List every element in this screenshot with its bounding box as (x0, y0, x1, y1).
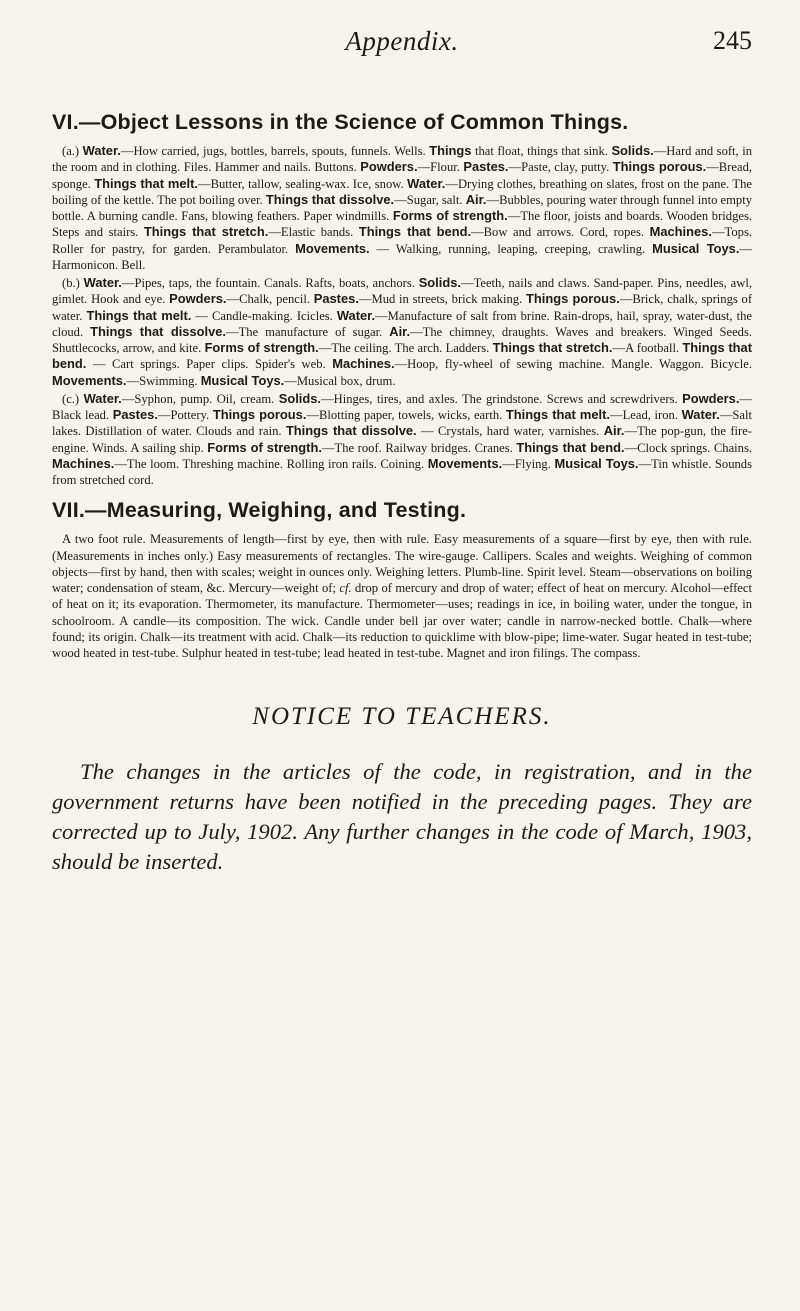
text-run: — Crystals, hard water, varnishes. (416, 424, 604, 439)
section-6-heading: VI.—Object Lessons in the Science of Common Things. (52, 110, 629, 134)
text-run: —Manufacture of salt from brine. Rain-drops, hail, spray, water-dust, the cloud. (52, 308, 752, 339)
text-run: —The loom. Threshing machine. Rolling iron rails. Coining. (114, 456, 428, 471)
text-run: —Lead, iron. (610, 408, 682, 422)
bold-topic-label: Musical Toys. (652, 240, 740, 256)
italic-text: cf. (339, 581, 352, 595)
text-run: —Bubbles, pouring water through funnel into empty bottle. A burning candle. Fans, blowing feathers. Paper windmills. (52, 192, 752, 223)
bold-topic-label: Things porous. (526, 291, 620, 307)
text-run: (a.) (62, 144, 83, 158)
bold-topic-label: Things that melt. (505, 407, 610, 422)
book-page (52, 22, 752, 877)
text-run: —The pop-gun, the fire-engine. Winds. A sailing ship. (52, 424, 752, 455)
bold-topic-label: Things that melt. (94, 175, 198, 191)
text-run: —The ceiling. The arch. Ladders. (318, 341, 493, 355)
text-run: —The roof. Railway bridges. Cranes. (321, 440, 517, 455)
bold-topic-label: Things that bend. (358, 224, 472, 240)
bold-topic-label: Powders. (682, 390, 740, 406)
bold-topic-label: Air. (389, 323, 411, 339)
bold-topic-label: Movements. (295, 240, 370, 256)
text-run: —Butter, tallow, sealing-wax. Ice, snow. (197, 176, 408, 191)
text-run: —Salt lakes. Distillation of water. Clouds and rain. (52, 408, 753, 439)
text-run: — Candle-making. Icicles. (191, 308, 337, 323)
bold-topic-label: Water. (407, 175, 446, 191)
text-run: —Brick, chalk, springs of water. (52, 292, 753, 323)
bold-topic-label: Musical Toys. (554, 455, 639, 471)
text-run: —Hoop, fly-wheel of sewing machine. Mangle. Waggon. Bicycle. (394, 357, 752, 372)
text-run: —Musical box, drum. (284, 373, 396, 388)
bold-topic-label: Air. (465, 191, 487, 207)
bold-topic-label: Solids. (611, 143, 654, 158)
bold-topic-label: Water. (336, 307, 376, 323)
text-run: —Elastic bands. (268, 225, 359, 240)
text-run: —Harmonicon. Bell. (52, 241, 753, 272)
bold-topic-label: Forms of strength. (207, 439, 322, 455)
running-head (52, 22, 752, 68)
text-run: —Pottery. (157, 408, 213, 422)
text-run: —Tin whistle. Sounds from stretched cord. (52, 456, 752, 487)
text-run: (b.) (62, 276, 84, 290)
bold-topic-label: Machines. (649, 224, 712, 240)
bold-topic-label: Water. (681, 407, 720, 422)
text-run: drop of mercury and drop of water; effect of heat on mercury. Alcohol—effect of heat on it; its evaporation. Thermometer, its manufacture. Thermometer—uses; readings in ice, in boiling water, under the tongue, in schoolroom. A candle—its composition. The wick. Candle under bell jar over water; candle in narrow-necked bottle. Chalk—where found; its origin. Chalk—its treatment with acid. Chalk—its reduction to quicklime with blow-pipe; lime-water. Sugar heated in test-tube; wood heated in test-tube. Sulphur heated in test-tube; lead heated in test-tube. Magnet and iron filings. The compass. (52, 581, 752, 660)
section-6-body (52, 143, 752, 488)
bold-topic-label: Water. (83, 275, 122, 290)
bold-topic-label: Powders. (169, 291, 227, 307)
bold-topic-label: Movements. (427, 455, 503, 471)
bold-topic-label: Things that bend. (516, 439, 625, 455)
bold-topic-label: Air. (603, 423, 625, 439)
text-run: —Flying. (502, 456, 555, 471)
text-run: (c.) (62, 391, 84, 406)
text-run: A two foot rule. Measurements of length—first by eye, then with rule. Easy measurements of a square—first by eye, then with rule. (Measurements in inches only.) Easy measurements of rectangles. The wire-gauge. Callipers. Scales and weights. Weighing of common objects—first by hand, then with scales; weight in ounces only. Weighing letters. Plumb-line. Spirit level. Steam—observations on boiling water; condensation of steam, &c. Mercury—weight of; (52, 532, 752, 595)
text-run: —Tops. Roller for pastry, for garden. Perambulator. (52, 225, 752, 256)
text-run: —Drying clothes, breathing on slates, frost on the pane. The boiling of the kettle. The pot boiling over. (52, 176, 752, 207)
text-run: —Teeth, nails and claws. Sand-paper. Pins, needles, awl, gimlet. Hook and eye. (52, 276, 752, 307)
bold-topic-label: Things that stretch. (492, 340, 613, 355)
text-run: —How carried, jugs, bottles, barrels, spouts, funnels. Wells. (120, 144, 430, 158)
text-run: —Swimming. (126, 373, 201, 388)
bold-topic-label: Forms of strength. (204, 340, 319, 355)
text-run: —Mud in streets, brick making. (358, 292, 527, 307)
text-run: —Clock springs. Chains. (624, 440, 753, 455)
text-run: —The chimney, draughts. Waves and breakers. Winged Seeds. Shuttlecocks, arrow, and kite. (52, 324, 753, 355)
bold-topic-label: Machines. (52, 455, 115, 471)
section-6-paragraph-c (52, 391, 752, 489)
notice-body: The changes in the articles of the code, in registration, and in the government returns have been notified in the preceding pages. They are corrected up to July, 1902. Any further changes in the code of March, 1903, should be inserted. (52, 759, 752, 875)
bold-topic-label: Solids. (278, 390, 321, 406)
text-run: —Bow and arrows. Cord, ropes. (471, 225, 650, 240)
bold-topic-label: Things that dissolve. (285, 423, 417, 439)
text-run: —Paste, clay, putty. (508, 160, 613, 175)
text-run: —Hard and soft, in the room and in clothing. Files. Hammer and nails. Buttons. (52, 144, 753, 175)
page-number: 245 (713, 26, 752, 55)
text-run: —Flour. (417, 160, 464, 175)
text-run: —The floor, joists and boards. Wooden bridges. Steps and stairs. (52, 209, 753, 240)
text-run: that float, things that sink. (471, 144, 612, 158)
text-run: —Pipes, taps, the fountain. Canals. Rafts, boats, anchors. (121, 276, 419, 290)
bold-topic-label: Things porous. (212, 407, 307, 422)
text-run: —Hinges, tires, and axles. The grindstone. Screws and screwdrivers. (321, 391, 683, 406)
bold-topic-label: Things that dissolve. (90, 323, 227, 339)
bold-topic-label: Things that dissolve. (265, 191, 395, 207)
bold-topic-label: Pastes. (313, 291, 359, 307)
bold-topic-label: Water. (82, 143, 121, 158)
bold-topic-label: Solids. (418, 275, 461, 290)
bold-topic-label: Things (429, 143, 472, 158)
section-7-heading: VII.—Measuring, Weighing, and Testing. (52, 498, 467, 523)
bold-topic-label: Things that bend. (52, 340, 752, 372)
text-run: —Bread, sponge. (52, 160, 753, 191)
text-run: — Walking, running, leaping, creeping, crawling. (369, 241, 653, 256)
bold-topic-label: Movements. (52, 372, 127, 388)
text-run: —Blotting paper, towels, wicks, earth. (306, 408, 506, 422)
text-run: —Chalk, pencil. (226, 292, 314, 307)
bold-topic-label: Things that melt. (86, 307, 192, 323)
bold-topic-label: Forms of strength. (392, 208, 508, 223)
text-run: —Syphon, pump. Oil, cream. (121, 391, 279, 406)
bold-topic-label: Musical Toys. (200, 372, 285, 388)
text-run: —A football. (612, 341, 683, 355)
notice-title: NOTICE TO TEACHERS. (252, 703, 552, 731)
bold-topic-label: Pastes. (463, 159, 509, 175)
bold-topic-label: Water. (83, 390, 122, 406)
section-7-paragraph (52, 531, 752, 661)
text-run: —Black lead. (52, 391, 752, 422)
bold-topic-label: Things porous. (612, 159, 707, 175)
section-6-paragraph-b (52, 275, 752, 389)
text-run: —Sugar, salt. (394, 192, 466, 207)
bold-topic-label: Pastes. (112, 407, 158, 422)
bold-topic-label: Things that stretch. (143, 224, 269, 240)
bold-topic-label: Machines. (332, 356, 395, 372)
running-head-title: Appendix. (345, 26, 459, 56)
section-6-paragraph-a (52, 143, 752, 273)
text-run: —The manufacture of sugar. (226, 324, 390, 339)
bold-topic-label: Powders. (360, 159, 418, 175)
text-run: — Cart springs. Paper clips. Spider's web. (86, 357, 333, 372)
